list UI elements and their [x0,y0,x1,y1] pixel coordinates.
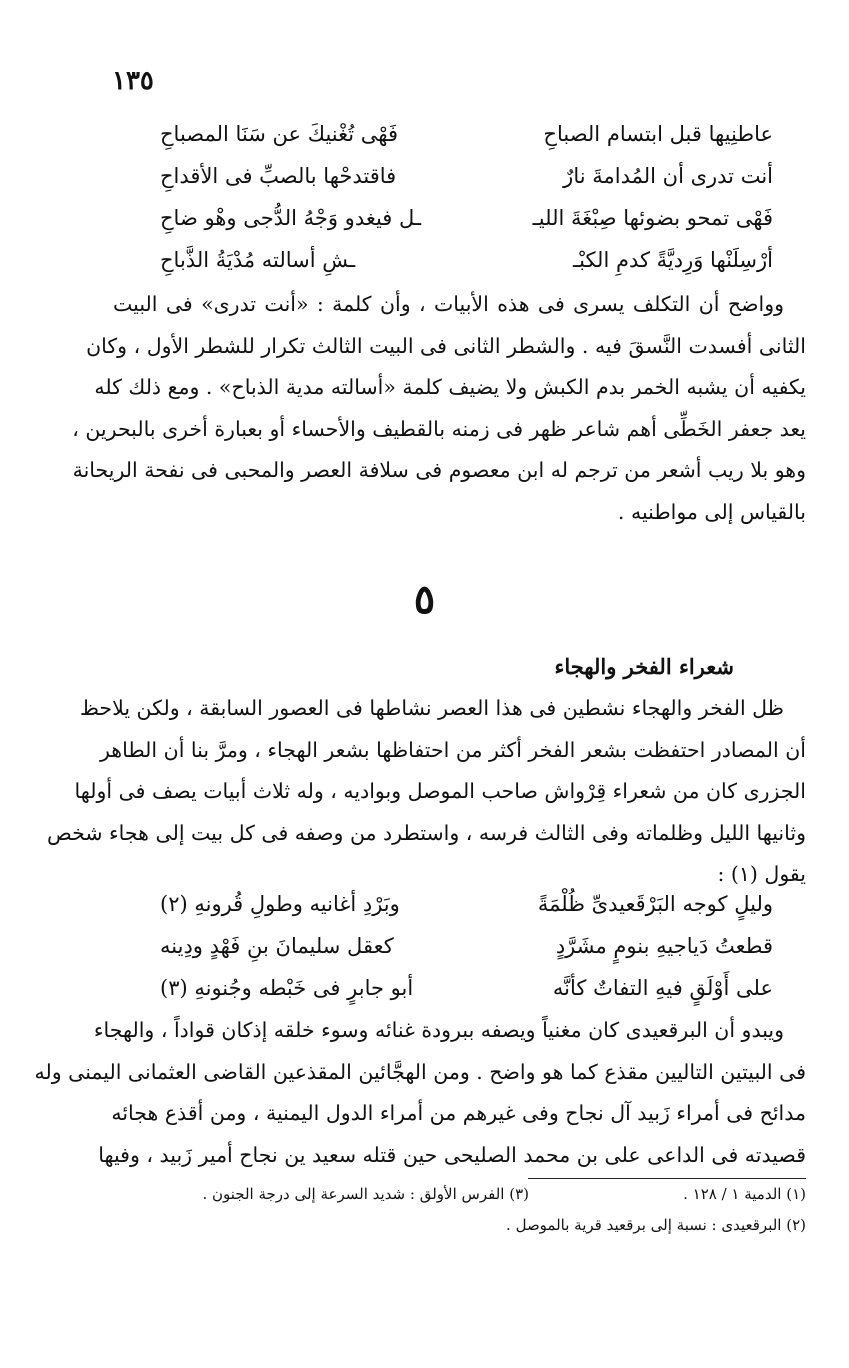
footnote-2: (٢) البرقعيدى : نسبة إلى برقعيد قرية بالموصل . [506,1216,806,1234]
verse-hemistich-second: وبَرْدِ أغانيه وطولِ قُرونهِ (٢) [160,892,400,916]
paragraph-line: أن المصادر احتفظت بشعر الفخر أكثر من احتفاظها بشعر الهجاء ، ومرَّ بنا أن الطاهر [100,737,806,762]
paragraph-line: ويبدو أن البرقعيدى كان مغنياً ويصفه ببرودة غنائه وسوء خلقه إذكان قواداً ، والهجاء [93,1018,784,1042]
verse-hemistich-second: فاقتدحْها بالصبِّ فى الأقداحِ [160,164,397,188]
paragraph-line: بالقياس إلى مواطنيه . [617,499,806,524]
verse-hemistich-second: ـشِ أسالته مُدْيَةُ الذَّباحِ [160,248,356,272]
verse-hemistich-first: قطعتُ دَياجيهِ بنومٍ مشَرَّدٍ [555,934,773,958]
verse-hemistich-second: أبو جابرٍ فى خَبْطه وجُنونهِ (٣) [160,976,414,1000]
paragraph-line: قصيدته فى الداعى على بن محمد الصليحى حين قتله سعيد ين نجاح أمير زَبيد ، وفيها [98,1142,806,1167]
verse-line [0,934,849,966]
body-paragraph [34,1010,806,1176]
body-paragraph [72,284,806,533]
section-heading: شعراء الفخر والهجاء [554,654,734,679]
paragraph-line: الجزرى كان من شعراء قِرْواش صاحب الموصل وبواديه ، وله ثلاث أبيات يصف فى أولها [74,779,806,803]
verse-hemistich-second: ـل فيغدو وَجْهُ الدُّجى وهْو ضاحِ [160,206,422,230]
paragraph-line: يعد جعفر الخَطِّى أهم شاعر ظهر فى زمنه بالقطيف والأحساء أو بعبارة أخرى بالبحرين ، [72,416,806,441]
paragraph-line: فى البيتين التاليين مقذع كما هو واضح . ومن الهجَّائين المقذعين القاضى العثمانى اليمنى وله [34,1059,806,1084]
body-paragraph [47,688,806,896]
verse-line [0,164,849,196]
verse-line [0,122,849,154]
verse-hemistich-first: على أَوْلَقٍ فيهِ التفاتٌ كأنَّه [552,976,773,1000]
paragraph-line: ظل الفخر والهجاء نشطين فى هذا العصر نشاطها فى العصور السابقة ، ولكن يلاحظ [79,696,784,720]
paragraph-line: وثانيها الليل وظلماته وفى الثالث فرسه ، واستطرد من وصفه فى كل بيت إلى هجاء شخص [47,820,806,845]
paragraph-line: مدائح فى أمراء زَبيد آل نجاح وفى غيرهم من أمراء الدول اليمنية ، ومن أقذع هجائه [111,1101,806,1125]
paragraph-line: يكفيه أن يشبه الخمر بدم الكبش ولا يضيف كلمة «أسالته مدية الذباح» . ومع ذلك كله [94,375,806,399]
paragraph-line: يقول (١) : [717,862,806,886]
verse-hemistich-second: فَهْى تُغْنيكَ عن سَنَا المصباحِ [160,122,398,146]
verse-line [0,248,849,280]
verse-hemistich-first: عاطنِيها قبل ابتسام الصباحِ [543,122,773,146]
paragraph-line: وواضح أن التكلف يسرى فى هذه الأبيات ، وأن كلمة : «أنت تدرى» فى البيت [113,292,784,316]
page-number: ١٣٥ [112,66,154,96]
section-number: ٥ [413,576,436,623]
footnote-separator [528,1178,806,1179]
verse-line [0,976,849,1008]
verse-hemistich-first: فَهْى تمحو بضوئها صِبْغَةَ الليـ [532,206,773,230]
verse-hemistich-second: كعقل سليمانَ بنِ فَهْدٍ ودِينه [160,934,394,958]
paragraph-line: الثانى أفسدت النَّسقَ فيه . والشطر الثانى فى البيت الثالث تكرار للشطر الأول ، وكان [86,333,806,358]
footnote-1: (١) الدمية ١ / ١٢٨ . [683,1185,806,1203]
verse-hemistich-first: أرْسِلَنْها وَرِديَّةً كدمِ الكبْـ [572,248,773,272]
verse-line [0,892,849,924]
verse-hemistich-first: أنت تدرى أن المُدامةَ نارٌ [563,164,773,188]
verse-line [0,206,849,238]
footnote-3: (٣) الفرس الأولق : شديد السرعة إلى درجة الجنون . [202,1185,529,1203]
paragraph-line: وهو بلا ريب أشعر من ترجم له ابن معصوم فى سلافة العصر والمحبى فى نفحة الريحانة [72,458,806,482]
verse-hemistich-first: وليلٍ كوجه البَرْقَعيدىِّ ظُلْمَةً [537,892,773,916]
